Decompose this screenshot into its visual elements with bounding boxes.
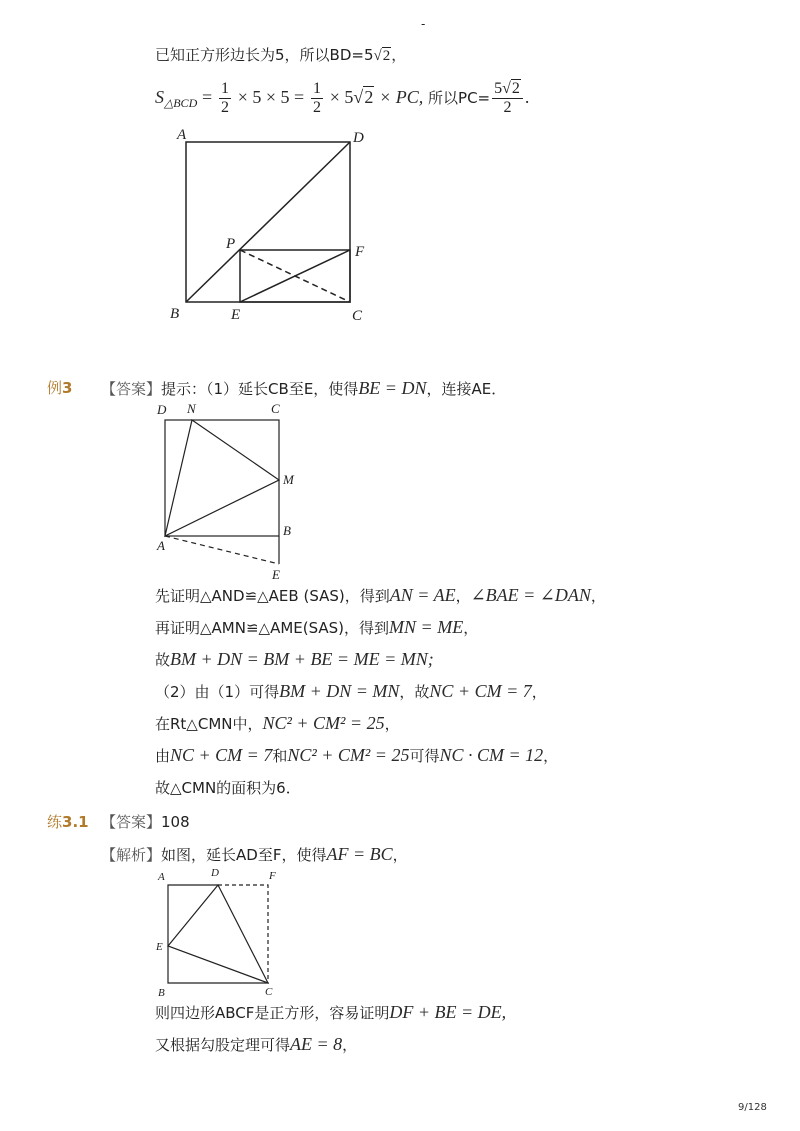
- text-segment: ，: [463, 619, 479, 637]
- point-label-f: F: [355, 244, 365, 260]
- point-label-b: B: [283, 523, 291, 538]
- point-label-d: D: [353, 130, 364, 146]
- example-label-number: 3: [62, 379, 73, 397]
- point-label-b: B: [170, 306, 180, 322]
- answer-value: 108: [161, 813, 190, 831]
- point-label-c: C: [352, 308, 363, 324]
- text-segment: ，: [391, 46, 407, 64]
- text-segment: 又根据勾股定理可得: [155, 1036, 291, 1054]
- math-expression: BE = DN: [358, 378, 427, 398]
- point-label-b: B: [158, 987, 165, 998]
- point-label-e: E: [272, 567, 280, 582]
- point-label-d: D: [157, 402, 167, 417]
- practice-label: [47, 812, 89, 832]
- triangle-anm: [165, 420, 279, 536]
- answer-tag: 【答案】: [101, 380, 162, 398]
- text-segment: 提示：（1）延长CB至E，使得: [161, 380, 359, 398]
- text-line: [155, 1034, 357, 1055]
- text-segment: 可得: [409, 747, 440, 765]
- math-expression: NC · CM = 12: [439, 745, 544, 765]
- math-expression: MN = ME: [389, 617, 464, 637]
- point-label-f: F: [269, 870, 276, 882]
- fraction-denominator: 2: [312, 99, 321, 116]
- text-segment: ，: [384, 715, 400, 733]
- text-segment: ，: [342, 1036, 358, 1054]
- example-label-prefix: 例: [47, 379, 63, 397]
- math-subscript: △BCD: [164, 96, 198, 110]
- text-segment: ，: [543, 747, 559, 765]
- text-segment: 再证明△AMN≌△AME(SAS)，得到: [155, 619, 390, 637]
- fraction-numerator-coef: 5: [494, 80, 503, 97]
- text-segment: ，: [531, 683, 547, 701]
- text-segment: 则四边形ABCF是正方形，容易证明: [155, 1004, 390, 1022]
- point-label-c: C: [271, 401, 280, 416]
- math-symbol: S: [155, 87, 164, 107]
- square-outline: [165, 420, 279, 536]
- point-label-c: C: [265, 986, 273, 998]
- math-expression: × 5 × 5 =: [237, 87, 305, 107]
- math-expression: AN = AE: [389, 585, 456, 605]
- math-expression: AE = 8: [290, 1034, 343, 1054]
- top-mark: -: [421, 17, 426, 31]
- fraction: [311, 80, 323, 117]
- analysis-tag: 【解析】: [101, 846, 162, 864]
- text-line: [155, 713, 400, 734]
- text-segment: （2）由（1）可得: [155, 683, 280, 701]
- sqrt-expression: √2: [502, 80, 520, 97]
- point-label-a: A: [158, 871, 165, 883]
- example-label: [47, 378, 72, 398]
- math-expression: × PC,: [379, 87, 424, 107]
- figure-square-abcf: [150, 866, 290, 998]
- point-label-e: E: [231, 307, 241, 323]
- math-operator: =: [202, 87, 213, 107]
- text-line: [155, 585, 606, 606]
- text-line: [155, 681, 547, 702]
- math-expression: DF + BE = DE,: [389, 1002, 507, 1022]
- text-segment: ，: [590, 587, 606, 605]
- square-solid-sides: [168, 885, 268, 983]
- text-segment: ，故: [399, 683, 430, 701]
- text-line: [155, 745, 558, 766]
- math-expression: BM + DN = BM + BE = ME = MN;: [170, 649, 434, 669]
- math-expression: BM + DN = MN: [279, 681, 400, 701]
- fraction: [492, 80, 523, 117]
- math-operator: .: [524, 87, 530, 107]
- text-segment: 先证明△AND≌△AEB (SAS)，得到: [155, 587, 390, 605]
- fraction-numerator: [492, 80, 523, 99]
- math-expression: NC + CM = 7: [170, 745, 273, 765]
- point-label-m: M: [283, 472, 294, 487]
- text-segment: 故: [155, 651, 171, 669]
- point-label-a: A: [177, 127, 187, 143]
- math-expression: NC² + CM² = 25: [287, 745, 410, 765]
- point-label-a: A: [157, 538, 165, 553]
- point-label-n: N: [187, 401, 196, 416]
- text-segment: 所以PC=: [428, 89, 491, 107]
- text-segment: 如图，延长AD至F，使得: [161, 846, 327, 864]
- practice-label-number: 3.1: [62, 813, 89, 831]
- text-line: [155, 649, 434, 670]
- answer-tag: 【答案】: [101, 813, 162, 831]
- text-line: [101, 378, 506, 399]
- text-line: [155, 617, 478, 638]
- fraction-numerator: 1: [220, 80, 229, 97]
- text-segment: 已知正方形边长为5，所以BD=5: [155, 46, 374, 64]
- sqrt-expression: √2: [353, 87, 374, 107]
- figure-square-dcba: [150, 400, 320, 582]
- sqrt-radicand: 2: [382, 48, 391, 64]
- point-label-e: E: [156, 941, 163, 953]
- sqrt-expression: √2: [373, 48, 391, 64]
- text-segment: 由: [155, 747, 171, 765]
- diagonal-bd: [186, 142, 350, 302]
- text-segment: ，连接AE．: [426, 380, 507, 398]
- fraction-denominator: 2: [503, 99, 512, 116]
- figure-square-abcd: [160, 122, 380, 328]
- text-line: 故△CMN的面积为6．: [155, 779, 301, 797]
- text-segment: 在Rt△CMN中，: [155, 715, 263, 733]
- text-line: [101, 812, 190, 832]
- point-label-d: D: [211, 867, 219, 879]
- triangle-dec: [168, 885, 268, 983]
- page-number: 9/128: [738, 1102, 767, 1113]
- formula-line: [155, 76, 529, 118]
- text-segment: 和: [272, 747, 288, 765]
- point-label-p: P: [226, 236, 236, 252]
- practice-label-prefix: 练: [47, 813, 63, 831]
- fraction-numerator: 1: [312, 80, 321, 97]
- text-line: [101, 844, 408, 865]
- math-expression: ∠BAE = ∠DAN: [470, 585, 591, 605]
- segment-ae-dashed: [165, 536, 279, 564]
- fraction-denominator: 2: [220, 99, 229, 116]
- text-line: [155, 45, 406, 66]
- text-segment: ，: [455, 587, 471, 605]
- math-expression: AF = BC: [326, 844, 393, 864]
- text-line: [155, 1002, 506, 1023]
- fraction: [219, 80, 231, 117]
- text-segment: ，: [392, 846, 408, 864]
- math-expression: NC² + CM² = 25: [262, 713, 385, 733]
- math-expression: NC + CM = 7: [429, 681, 532, 701]
- math-expression: × 5: [329, 87, 354, 107]
- sqrt-radicand: 2: [364, 87, 374, 107]
- sqrt-radicand: 2: [511, 80, 520, 97]
